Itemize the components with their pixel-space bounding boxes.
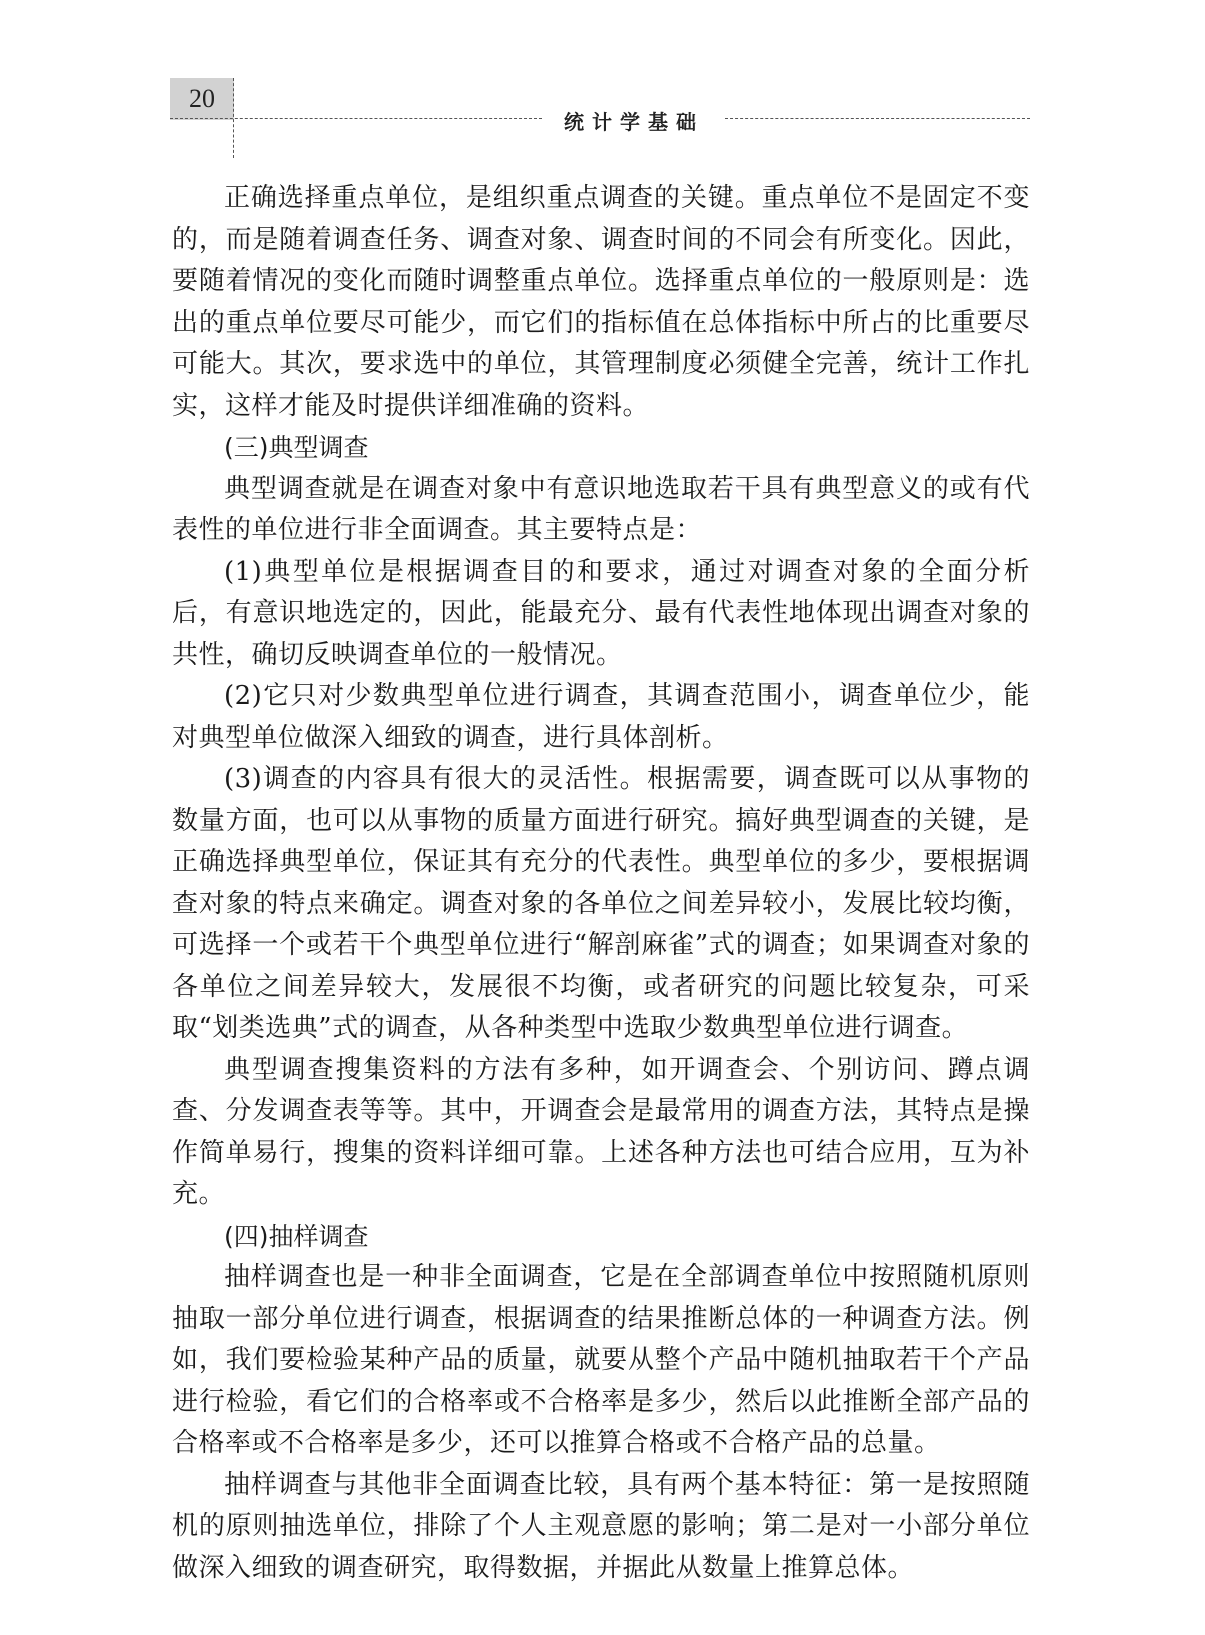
- page-body: [172, 178, 1030, 1589]
- section-heading-sampling-survey: (四)抽样调查: [224, 1221, 369, 1251]
- header-rule-left: [170, 118, 542, 119]
- paragraph-collection-methods: 典型调查搜集资料的方法有多种，如开调查会、个别访问、蹲点调查、分发调查表等等。其中，开调查会是最常用的调查方法，其特点是操作简单易行，搜集的资料详细可靠。上述各种方法也可结合应用，互为补充。: [172, 1054, 1030, 1209]
- paragraph-feature-1: (1)典型单位是根据调查目的和要求，通过对调查对象的全面分析后，有意识地选定的，因此，能最充分、最有代表性地体现出调查对象的共性，确切反映调查单位的一般情况。: [172, 556, 1030, 670]
- paragraph-feature-2: (2)它只对少数典型单位进行调查，其调查范围小，调查单位少，能对典型单位做深入细致的调查，进行具体剖析。: [172, 681, 1030, 753]
- paragraph-sampling-definition: 抽样调查也是一种非全面调查，它是在全部调查单位中按照随机原则抽取一部分单位进行调查，根据调查的结果推断总体的一种调查方法。例如，我们要检验某种产品的质量，就要从整个产品中随机抽取若干个产品进行检验，看它们的合格率或不合格率是多少，然后以此推断全部产品的合格率或不合格率是多少，还可以推算合格或不合格产品的总量。: [172, 1262, 1030, 1458]
- paragraph-typical-survey-definition: 典型调查就是在调查对象中有意识地选取若干具有典型意义的或有代表性的单位进行非全面调查。其主要特点是：: [172, 473, 1030, 545]
- running-title: 统计学基础: [564, 110, 704, 134]
- paragraph-sampling-features: 抽样调查与其他非全面调查比较，具有两个基本特征：第一是按照随机的原则抽选单位，排除了个人主观意愿的影响；第二是对一小部分单位做深入细致的调查研究，取得数据，并据此从数量上推算总体。: [172, 1469, 1030, 1583]
- header-rule-right: [725, 118, 1030, 119]
- paragraph-feature-3: (3)调查的内容具有很大的灵活性。根据需要，调查既可以从事物的数量方面，也可以从事物的质量方面进行研究。搞好典型调查的关键，是正确选择典型单位，保证其有充分的代表性。典型单位的多少，要根据调查对象的特点来确定。调查对象的各单位之间差异较小，发展比较均衡，可选择一个或若干个典型单位进行“解剖麻雀”式的调查；如果调查对象的各单位之间差异较大，发展很不均衡，或者研究的问题比较复杂，可采取“划类选典”式的调查，从各种类型中选取少数典型单位进行调查。: [172, 764, 1030, 1043]
- paragraph-key-unit-selection: 正确选择重点单位，是组织重点调查的关键。重点单位不是固定不变的，而是随着调查任务、调查对象、调查时间的不同会有所变化。因此，要随着情况的变化而随时调整重点单位。选择重点单位的一般原则是：选出的重点单位要尽可能少，而它们的指标值在总体指标中所占的比重要尽可能大。其次，要求选中的单位，其管理制度必须健全完善，统计工作扎实，这样才能及时提供详细准确的资料。: [172, 183, 1030, 421]
- section-heading-typical-survey: (三)典型调查: [224, 433, 369, 462]
- page-number: 20: [170, 78, 234, 120]
